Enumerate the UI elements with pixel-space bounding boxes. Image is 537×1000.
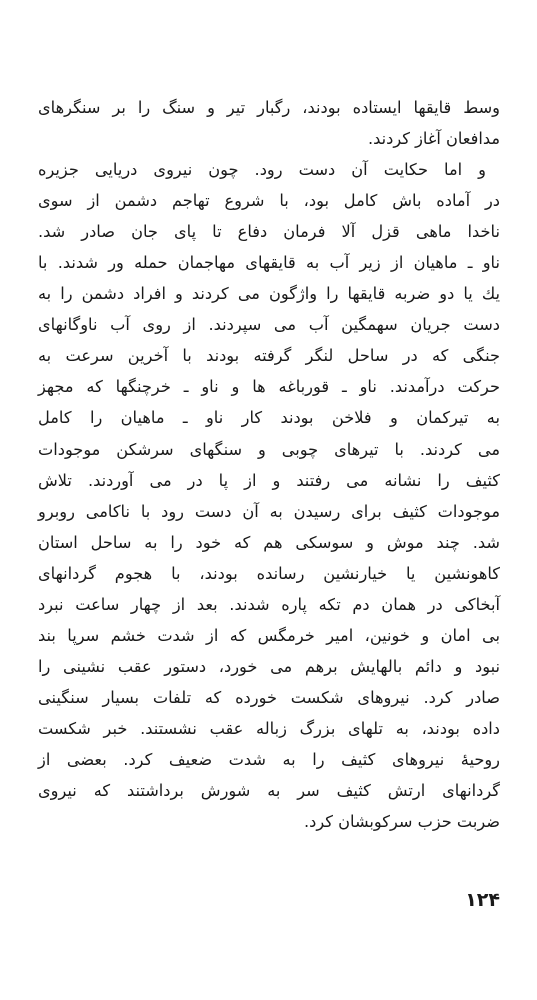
- text-line: حرکت درآمدند. ناو ـ قورباغه ها و ناو ـ خرچنگها که مجهز: [38, 377, 500, 397]
- body-text: [38, 92, 500, 837]
- text-line: آبخاکی در همان دم تکه پاره شدند. بعد از چهار ساعت نبرد: [38, 594, 500, 614]
- text-line: یك یا دو ضربه قایقها را واژگون می کردند و افراد دشمن را به: [38, 284, 500, 304]
- text-line: نبود و دائم بالهایش برهم می خورد، دستور عقب نشینی را: [38, 656, 500, 676]
- text-line: می کردند. با تیرهای چوبی و سنگهای سرشکن موجودات: [38, 439, 500, 459]
- text-line: دست جریان سهمگین آب می سپردند. از روی آب ناوگانهای: [38, 315, 500, 335]
- text-line: مدافعان آغاز کردند.: [367, 129, 500, 149]
- text-line: ناخدا ماهی قزل آلا فرمان دفاع تا پای جان صادر شد.: [38, 222, 500, 242]
- text-line: در آماده باش کامل بود، با شروع تهاجم دشمن از سوی: [38, 191, 500, 211]
- text-line: گردانهای ارتش کثیف سر به شورش برداشتند که نیروی: [38, 781, 500, 801]
- text-line: جنگی که در ساحل لنگر گرفته بودند با آخرین سرعت به: [38, 346, 500, 366]
- text-line: ناو ـ ماهیان از زیر آب به قایقهای مهاجمان حمله ور شدند. با: [38, 253, 500, 273]
- text-line: بی امان و خونین، امیر خرمگس که از شدت خشم سرپا بند: [38, 625, 500, 645]
- text-line: وسط قایقها ایستاده بودند، رگبار تیر و سنگ را بر سنگرهای: [38, 98, 500, 117]
- text-line: به تیرکمان و فلاخن بودند کار ناو ـ ماهیان را کامل: [38, 408, 500, 428]
- text-line: کثیف را نشانه می رفتند و از پا در می آوردند. تلاش: [38, 470, 500, 490]
- text-line: کاهونشین یا خیارنشین رسانده بودند، با هجوم گردانهای: [38, 563, 500, 583]
- text-line: صادر کرد. نیروهای شکست خورده که تلفات بسیار سنگینی: [38, 687, 500, 707]
- text-line: ضربت حزب سرکوبشان کرد.: [303, 812, 500, 832]
- text-line: داده بودند، به تلهای بزرگ زباله عقب نشستند. خبر شکست: [38, 718, 500, 738]
- page-number: ۱۲۴: [465, 889, 500, 911]
- text-line: روحیهٔ نیروهای کثیف را به شدت ضعیف کرد. بعضی از: [38, 749, 500, 769]
- text-line: موجودات کثیف برای رسیدن به آن دست رود با ناکامی روبرو: [38, 501, 500, 521]
- text-line: و اما حکایت آن دست رود. چون نیروی دریایی جزیره: [38, 160, 486, 180]
- text-line: شد. چند موش و سوسکی هم که خود را به ساحل استان: [38, 532, 500, 552]
